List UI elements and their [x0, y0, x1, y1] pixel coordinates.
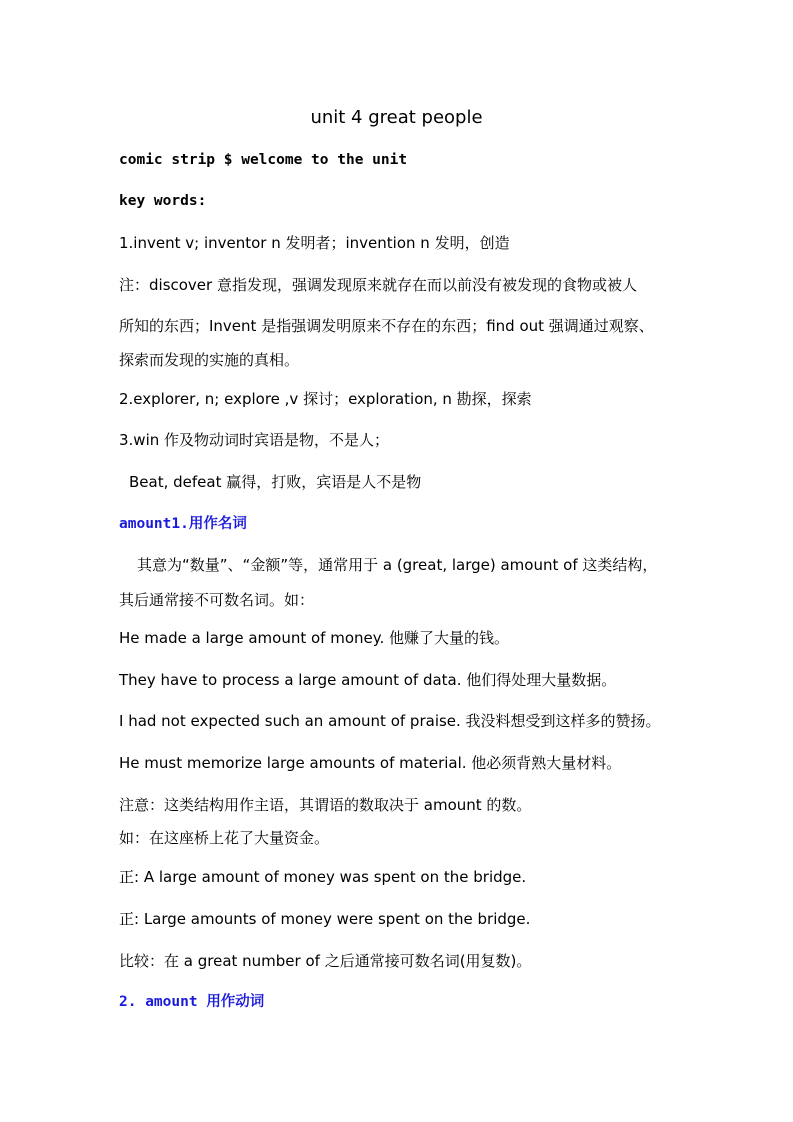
example-sentence-3: I had not expected such an amount of praise. 我没料想受到这样多的赞扬。 — [119, 712, 661, 730]
amount-heading-verb — [119, 992, 264, 1012]
section-heading: comic strip $ welcome to the unit — [119, 152, 408, 168]
note-2-example: 如：在这座桥上花了大量资金。 — [119, 829, 330, 847]
note-2: 注意：这类结构用作主语，其谓语的数取决于 amount 的数。 — [119, 796, 532, 814]
key-word-item-2: 2.explorer, n; explore ,v 探讨；exploration, n 勘探，探索 — [119, 390, 532, 408]
note-line-1: 注：discover 意指发现，强调发现原来就存在而以前没有被发现的食物或被人 — [119, 276, 637, 294]
note-line-3: 探索而发现的实施的真相。 — [119, 351, 300, 369]
key-word-item-3-sub: Beat, defeat 赢得，打败，宾语是人不是物 — [129, 473, 422, 491]
example-sentence-1: He made a large amount of money. 他赚了大量的钱。 — [119, 629, 510, 647]
note-line-2: 所知的东西；Invent 是指强调发明原来不存在的东西；find out 强调通过观察、 — [119, 317, 654, 335]
paragraph-1-line-1: 其意为“数量”、“金额”等，通常用于 a (great, large) amount of 这类结构， — [137, 556, 658, 574]
example-sentence-4: He must memorize large amounts of material. 他必须背熟大量材料。 — [119, 754, 622, 772]
amount-heading-noun — [119, 514, 247, 534]
correct-example-1: 正: A large amount of money was spent on the bridge. — [119, 868, 527, 886]
example-sentence-2: They have to process a large amount of data. 他们得处理大量数据。 — [119, 671, 617, 689]
correct-example-2: 正: Large amounts of money were spent on the bridge. — [119, 910, 531, 928]
amount-heading-noun-cn: 用作名词 — [188, 516, 247, 532]
paragraph-1-line-2: 其后通常接不可数名词。如： — [119, 591, 315, 609]
key-word-item-1: 1.invent v; inventor n 发明者；invention n 发明，创造 — [119, 234, 510, 252]
compare-note: 比较：在 a great number of 之后通常接可数名词(用复数)。 — [119, 952, 532, 970]
amount-heading-verb-prefix: 2. amount — [119, 994, 207, 1010]
amount-heading-noun-prefix: amount1. — [119, 516, 189, 532]
key-word-item-3: 3.win 作及物动词时宾语是物，不是人； — [119, 431, 390, 449]
amount-heading-verb-cn: 用作动词 — [206, 994, 265, 1010]
key-words-label: key words: — [119, 193, 207, 209]
document-title: unit 4 great people — [310, 107, 483, 128]
